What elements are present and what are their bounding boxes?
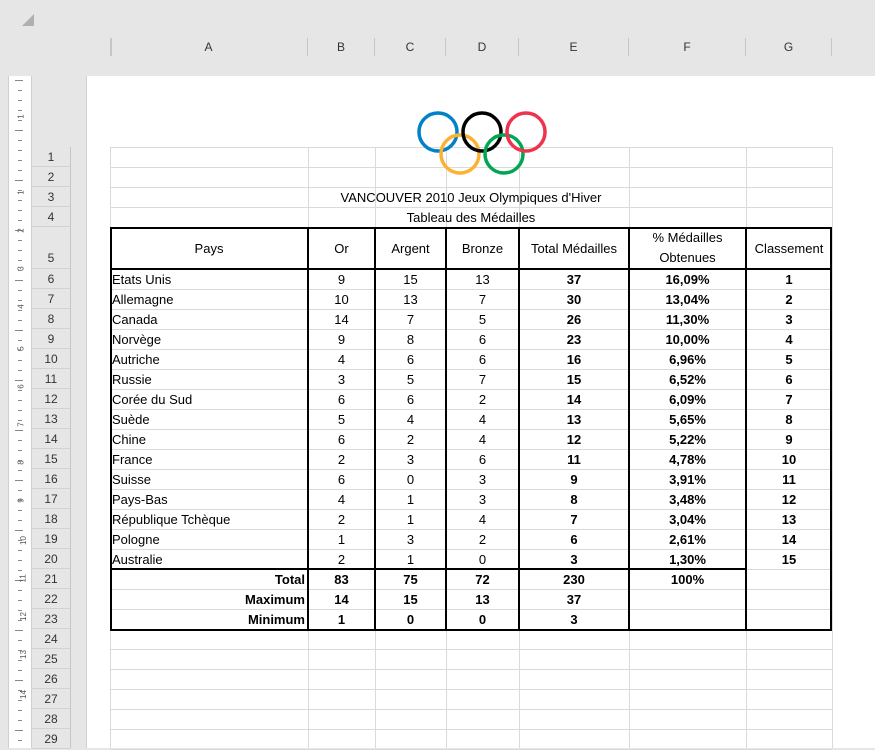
- cell-argent[interactable]: 3: [406, 451, 415, 467]
- ruler-tick: [15, 480, 23, 481]
- cell-argent[interactable]: 5: [406, 371, 415, 387]
- ring-blue: [419, 113, 457, 151]
- row-header-9[interactable]: 9: [32, 329, 70, 349]
- ruler-tick: [18, 520, 22, 521]
- row-header-23[interactable]: 23: [32, 609, 70, 629]
- column-header-c[interactable]: C: [375, 38, 446, 56]
- ruler-number: 3: [16, 266, 26, 271]
- cell-rank[interactable]: 14: [781, 531, 797, 547]
- cell-pct[interactable]: 10,00%: [665, 331, 710, 347]
- cell-pct[interactable]: 6,09%: [669, 391, 706, 407]
- row-header-13[interactable]: 13: [32, 409, 70, 429]
- cell-total[interactable]: 12: [566, 431, 582, 447]
- ruler-tick: [18, 100, 22, 101]
- cell-argent[interactable]: 3: [406, 531, 415, 547]
- cell-total[interactable]: 23: [566, 331, 582, 347]
- summary-or[interactable]: 83: [334, 571, 349, 587]
- ruler-number: 5: [16, 346, 26, 351]
- ruler-tick: [18, 600, 22, 601]
- cell-bronze[interactable]: 7: [478, 371, 487, 387]
- row-header-bar: [32, 147, 71, 748]
- cell-rank[interactable]: 9: [785, 431, 793, 447]
- cell-argent[interactable]: 6: [406, 351, 415, 367]
- summary-argent[interactable]: 75: [403, 571, 418, 587]
- cell-or[interactable]: 9: [337, 271, 346, 287]
- ruler-tick: [15, 130, 23, 131]
- row-header-4[interactable]: 4: [32, 207, 70, 227]
- ruler-tick: [18, 450, 22, 451]
- summary-bronze[interactable]: 13: [475, 591, 490, 607]
- ruler-tick: [18, 390, 22, 391]
- cell-or[interactable]: 14: [334, 311, 349, 327]
- summary-pct[interactable]: [629, 609, 746, 629]
- cell-or[interactable]: 2: [337, 511, 346, 527]
- cell-or[interactable]: 6: [337, 471, 346, 487]
- ruler-tick: [18, 700, 22, 701]
- cell-bronze[interactable]: 0: [478, 551, 487, 567]
- ruler-number: 4: [16, 304, 26, 309]
- ruler-tick: [15, 180, 23, 181]
- cell-total[interactable]: 13: [566, 411, 582, 427]
- summary-label[interactable]: Total: [274, 571, 305, 587]
- summary-pct[interactable]: 100%: [670, 571, 705, 587]
- cell-bronze[interactable]: 3: [478, 491, 487, 507]
- ruler-tick: [18, 740, 22, 741]
- cell-argent[interactable]: 0: [406, 471, 415, 487]
- ruler-tick: [18, 360, 22, 361]
- ruler-tick: [18, 570, 22, 571]
- ruler-tick: [18, 300, 22, 301]
- ruler-tick: [15, 280, 23, 281]
- column-header-e[interactable]: E: [519, 38, 629, 56]
- cell-or[interactable]: 4: [337, 491, 346, 507]
- cell-bronze[interactable]: 13: [475, 271, 490, 287]
- ruler-number: 1: [16, 114, 26, 119]
- cell-pays[interactable]: Suisse: [112, 471, 152, 487]
- cell-pays[interactable]: Canada: [112, 311, 158, 327]
- border-line: [110, 227, 832, 229]
- ruler-number: 13: [18, 650, 28, 659]
- summary-argent[interactable]: 15: [403, 591, 418, 607]
- cell-pays[interactable]: République Tchèque: [112, 511, 231, 527]
- ruler-tick: [18, 310, 22, 311]
- cell-rank[interactable]: 8: [785, 411, 793, 427]
- cell-pct[interactable]: 3,04%: [669, 511, 706, 527]
- ruler-tick: [18, 250, 22, 251]
- subtitle-cell[interactable]: Tableau des Médailles: [406, 209, 536, 225]
- ruler-number: 14: [18, 690, 28, 699]
- row-header-2[interactable]: 2: [32, 167, 70, 187]
- border-line: [110, 227, 112, 631]
- ruler-number: 1: [16, 190, 26, 195]
- row-header-28[interactable]: 28: [32, 709, 70, 729]
- cell-total[interactable]: 30: [566, 291, 582, 307]
- border-line: [628, 227, 630, 631]
- cell-bronze[interactable]: 4: [478, 511, 487, 527]
- ruler-number: 10: [18, 536, 28, 545]
- ruler-tick: [18, 220, 22, 221]
- ruler-tick: [18, 640, 22, 641]
- cell-pct[interactable]: 6,96%: [669, 351, 706, 367]
- ruler-tick: [18, 470, 22, 471]
- header-classement[interactable]: Classement: [754, 240, 824, 256]
- column-header-a[interactable]: A: [110, 38, 308, 56]
- row-header-26[interactable]: 26: [32, 669, 70, 689]
- border-line: [110, 568, 746, 570]
- cell-or[interactable]: 1: [337, 531, 346, 547]
- ruler-tick: [15, 80, 23, 81]
- cell-or[interactable]: 2: [337, 451, 346, 467]
- row-header-15[interactable]: 15: [32, 449, 70, 469]
- cell-argent[interactable]: 1: [406, 491, 415, 507]
- cell-pays[interactable]: France: [112, 451, 153, 467]
- ruler-tick: [18, 400, 22, 401]
- ruler-tick: [18, 710, 22, 711]
- ruler-tick: [18, 340, 22, 341]
- cell-total[interactable]: 26: [566, 311, 582, 327]
- gridline-vertical: [832, 147, 833, 748]
- row-header-5[interactable]: 5: [32, 227, 70, 269]
- cell-or[interactable]: 9: [337, 331, 346, 347]
- column-header-d[interactable]: D: [446, 38, 519, 56]
- cell-rank[interactable]: 11: [782, 471, 796, 487]
- cell-argent[interactable]: 2: [406, 431, 415, 447]
- row-header-22[interactable]: 22: [32, 589, 70, 609]
- row-header-14[interactable]: 14: [32, 429, 70, 449]
- ruler-tick: [15, 530, 23, 531]
- ruler-tick: [18, 510, 22, 511]
- border-line: [110, 629, 832, 631]
- cell-pays[interactable]: Russie: [112, 371, 152, 387]
- row-header-21[interactable]: 21: [32, 569, 70, 589]
- cell-bronze[interactable]: 6: [478, 451, 487, 467]
- ring-red: [507, 113, 545, 151]
- ruler-number: 6: [16, 384, 26, 389]
- cell-pct[interactable]: 5,22%: [669, 431, 706, 447]
- cell-pays[interactable]: Australie: [112, 551, 163, 567]
- cell-argent[interactable]: 1: [406, 551, 415, 567]
- column-header-bar: [110, 38, 875, 57]
- top-ruler: [86, 56, 875, 76]
- cell-pays[interactable]: Etats Unis: [112, 271, 172, 287]
- row-header-8[interactable]: 8: [32, 309, 70, 329]
- row-header-10[interactable]: 10: [32, 349, 70, 369]
- cell-total[interactable]: 11: [567, 451, 581, 467]
- header-total[interactable]: Total Médailles: [531, 240, 617, 256]
- cell-pays[interactable]: Suède: [112, 411, 150, 427]
- border-line: [110, 268, 832, 270]
- worksheet[interactable]: [110, 147, 832, 748]
- ruler-tick: [18, 210, 22, 211]
- row-header-3[interactable]: 3: [32, 187, 70, 207]
- header-bronze[interactable]: Bronze: [461, 240, 504, 256]
- cell-total[interactable]: 16: [566, 351, 582, 367]
- cell-pays[interactable]: Pologne: [112, 531, 160, 547]
- ruler-tick: [15, 330, 23, 331]
- cell-argent[interactable]: 1: [406, 511, 415, 527]
- ruler-tick: [18, 720, 22, 721]
- ruler-tick: [18, 140, 22, 141]
- cell-pays[interactable]: Corée du Sud: [112, 391, 193, 407]
- ruler-tick: [15, 430, 23, 431]
- ruler-tick: [18, 410, 22, 411]
- ruler-number: 7: [16, 422, 26, 427]
- row-header-7[interactable]: 7: [32, 289, 70, 309]
- cell-rank[interactable]: 2: [785, 291, 793, 307]
- summary-total[interactable]: 230: [563, 571, 585, 587]
- row-header-20[interactable]: 20: [32, 549, 70, 569]
- row-header-29[interactable]: 29: [32, 729, 70, 749]
- ruler-tick: [15, 380, 23, 381]
- left-ruler: [8, 76, 32, 748]
- cell-total[interactable]: 9: [570, 471, 578, 487]
- header-argent[interactable]: Argent: [391, 240, 430, 256]
- cell-pays[interactable]: Norvège: [112, 331, 162, 347]
- cell-bronze[interactable]: 3: [478, 471, 487, 487]
- cell-pct[interactable]: 1,30%: [669, 551, 706, 567]
- cell-bronze[interactable]: 4: [478, 411, 487, 427]
- header-pays[interactable]: Pays: [194, 240, 224, 256]
- border-line: [445, 227, 447, 631]
- cell-total[interactable]: 37: [566, 271, 582, 287]
- header-pct-line1: % Médailles: [652, 230, 723, 245]
- cell-pays[interactable]: Pays-Bas: [112, 491, 168, 507]
- summary-pct[interactable]: [629, 589, 746, 609]
- ruler-tick: [18, 90, 22, 91]
- cell-pays[interactable]: Chine: [112, 431, 146, 447]
- cell-bronze[interactable]: 7: [478, 291, 487, 307]
- cell-total[interactable]: 7: [570, 511, 578, 527]
- cell-or[interactable]: 5: [337, 411, 346, 427]
- cell-pct[interactable]: 13,04%: [665, 291, 710, 307]
- cell-bronze[interactable]: 2: [478, 391, 487, 407]
- cell-argent[interactable]: 7: [406, 311, 415, 327]
- ruler-tick: [18, 320, 22, 321]
- ruler-tick: [18, 240, 22, 241]
- cell-total[interactable]: 3: [570, 551, 578, 567]
- cell-or[interactable]: 4: [337, 351, 346, 367]
- cell-rank[interactable]: 12: [781, 491, 797, 507]
- row-header-11[interactable]: 11: [32, 369, 70, 389]
- cell-rank[interactable]: 10: [781, 451, 797, 467]
- summary-argent[interactable]: 0: [406, 611, 415, 627]
- ruler-tick: [18, 370, 22, 371]
- cell-rank[interactable]: 1: [785, 271, 793, 287]
- header-pct[interactable]: [629, 227, 746, 269]
- header-or[interactable]: Or: [334, 240, 349, 256]
- ruler-tick: [18, 610, 22, 611]
- cell-or[interactable]: 6: [337, 391, 346, 407]
- title-cell[interactable]: VANCOUVER 2010 Jeux Olympiques d'Hiver: [340, 189, 602, 205]
- column-header-b[interactable]: B: [308, 38, 375, 56]
- ruler-tick: [18, 670, 22, 671]
- ruler-tick: [18, 110, 22, 111]
- ruler-tick: [18, 420, 22, 421]
- cell-pct[interactable]: 6,52%: [669, 371, 706, 387]
- cell-pct[interactable]: 3,48%: [669, 491, 706, 507]
- cell-total[interactable]: 15: [566, 371, 582, 387]
- row-header-27[interactable]: 27: [32, 689, 70, 709]
- column-header-left-edge: [110, 38, 112, 56]
- column-header-f[interactable]: F: [629, 38, 746, 56]
- cell-bronze[interactable]: 6: [478, 331, 487, 347]
- cell-rank[interactable]: 7: [785, 391, 793, 407]
- ruler-tick: [18, 170, 22, 171]
- cell-argent[interactable]: 4: [406, 411, 415, 427]
- ruler-number: 9: [16, 498, 26, 503]
- cell-total[interactable]: 14: [566, 391, 582, 407]
- cell-rank[interactable]: 13: [781, 511, 797, 527]
- cell-or[interactable]: 3: [337, 371, 346, 387]
- row-header-17[interactable]: 17: [32, 489, 70, 509]
- ruler-tick: [15, 730, 23, 731]
- cell-bronze[interactable]: 4: [478, 431, 487, 447]
- select-all-triangle-icon[interactable]: [22, 14, 34, 26]
- summary-label[interactable]: Maximum: [245, 591, 305, 607]
- summary-total[interactable]: 3: [570, 611, 578, 627]
- cell-pct[interactable]: 5,65%: [669, 411, 706, 427]
- column-header-g[interactable]: G: [746, 38, 832, 56]
- row-header-12[interactable]: 12: [32, 389, 70, 409]
- ruler-tick: [18, 560, 22, 561]
- cell-bronze[interactable]: 6: [478, 351, 487, 367]
- cell-pays[interactable]: Allemagne: [112, 291, 174, 307]
- ruler-tick: [18, 200, 22, 201]
- ruler-tick: [18, 160, 22, 161]
- row-header-24[interactable]: 24: [32, 629, 70, 649]
- cell-pct[interactable]: 11,30%: [665, 311, 710, 327]
- ruler-tick: [15, 680, 23, 681]
- cell-bronze[interactable]: 2: [478, 531, 487, 547]
- cell-rank[interactable]: 5: [785, 351, 793, 367]
- cell-pct[interactable]: 4,78%: [669, 451, 706, 467]
- cell-or[interactable]: 2: [337, 551, 346, 567]
- cell-pct[interactable]: 2,61%: [669, 531, 706, 547]
- ruler-tick: [18, 550, 22, 551]
- cell-argent[interactable]: 13: [403, 291, 418, 307]
- border-line: [830, 227, 832, 631]
- ruler-number: 2: [16, 228, 26, 233]
- row-header-18[interactable]: 18: [32, 509, 70, 529]
- ruler-tick: [18, 120, 22, 121]
- cell-pct[interactable]: 16,09%: [665, 271, 710, 287]
- row-header-16[interactable]: 16: [32, 469, 70, 489]
- row-header-6[interactable]: 6: [32, 269, 70, 289]
- border-line: [745, 227, 747, 631]
- row-header-25[interactable]: 25: [32, 649, 70, 669]
- cell-or[interactable]: 10: [334, 291, 349, 307]
- cell-rank[interactable]: 6: [785, 371, 793, 387]
- cell-argent[interactable]: 15: [403, 271, 418, 287]
- ruler-tick: [18, 440, 22, 441]
- cell-argent[interactable]: 8: [406, 331, 415, 347]
- summary-label[interactable]: Minimum: [247, 611, 305, 627]
- ruler-tick: [18, 290, 22, 291]
- header-pct-line2: Obtenues: [659, 250, 716, 265]
- row-header-1[interactable]: 1: [32, 147, 70, 167]
- summary-or[interactable]: 14: [334, 591, 349, 607]
- row-header-19[interactable]: 19: [32, 529, 70, 549]
- ruler-tick: [18, 150, 22, 151]
- ruler-tick: [18, 260, 22, 261]
- cell-total[interactable]: 8: [570, 491, 578, 507]
- cell-argent[interactable]: 6: [406, 391, 415, 407]
- cell-bronze[interactable]: 5: [478, 311, 487, 327]
- ruler-number: 11: [18, 574, 28, 583]
- cell-or[interactable]: 6: [337, 431, 346, 447]
- ruler-number: 12: [18, 612, 28, 621]
- cell-total[interactable]: 6: [570, 531, 578, 547]
- ruler-number: 8: [16, 460, 26, 465]
- border-line: [518, 227, 520, 631]
- border-line: [374, 227, 376, 631]
- cell-pays[interactable]: Autriche: [112, 351, 160, 367]
- ruler-tick: [18, 490, 22, 491]
- select-all-corner[interactable]: [0, 0, 110, 56]
- ruler-tick: [15, 630, 23, 631]
- summary-total[interactable]: 37: [566, 591, 582, 607]
- cell-pct[interactable]: 3,91%: [669, 471, 706, 487]
- cell-rank[interactable]: 4: [785, 331, 793, 347]
- ring-black: [463, 113, 501, 151]
- summary-bronze[interactable]: 0: [478, 611, 487, 627]
- summary-or[interactable]: 1: [337, 611, 346, 627]
- cell-rank[interactable]: 3: [785, 311, 793, 327]
- ruler-tick: [18, 590, 22, 591]
- cell-rank[interactable]: 15: [781, 551, 797, 567]
- ruler-tick: [18, 660, 22, 661]
- summary-bronze[interactable]: 72: [475, 571, 490, 587]
- border-line: [307, 227, 309, 631]
